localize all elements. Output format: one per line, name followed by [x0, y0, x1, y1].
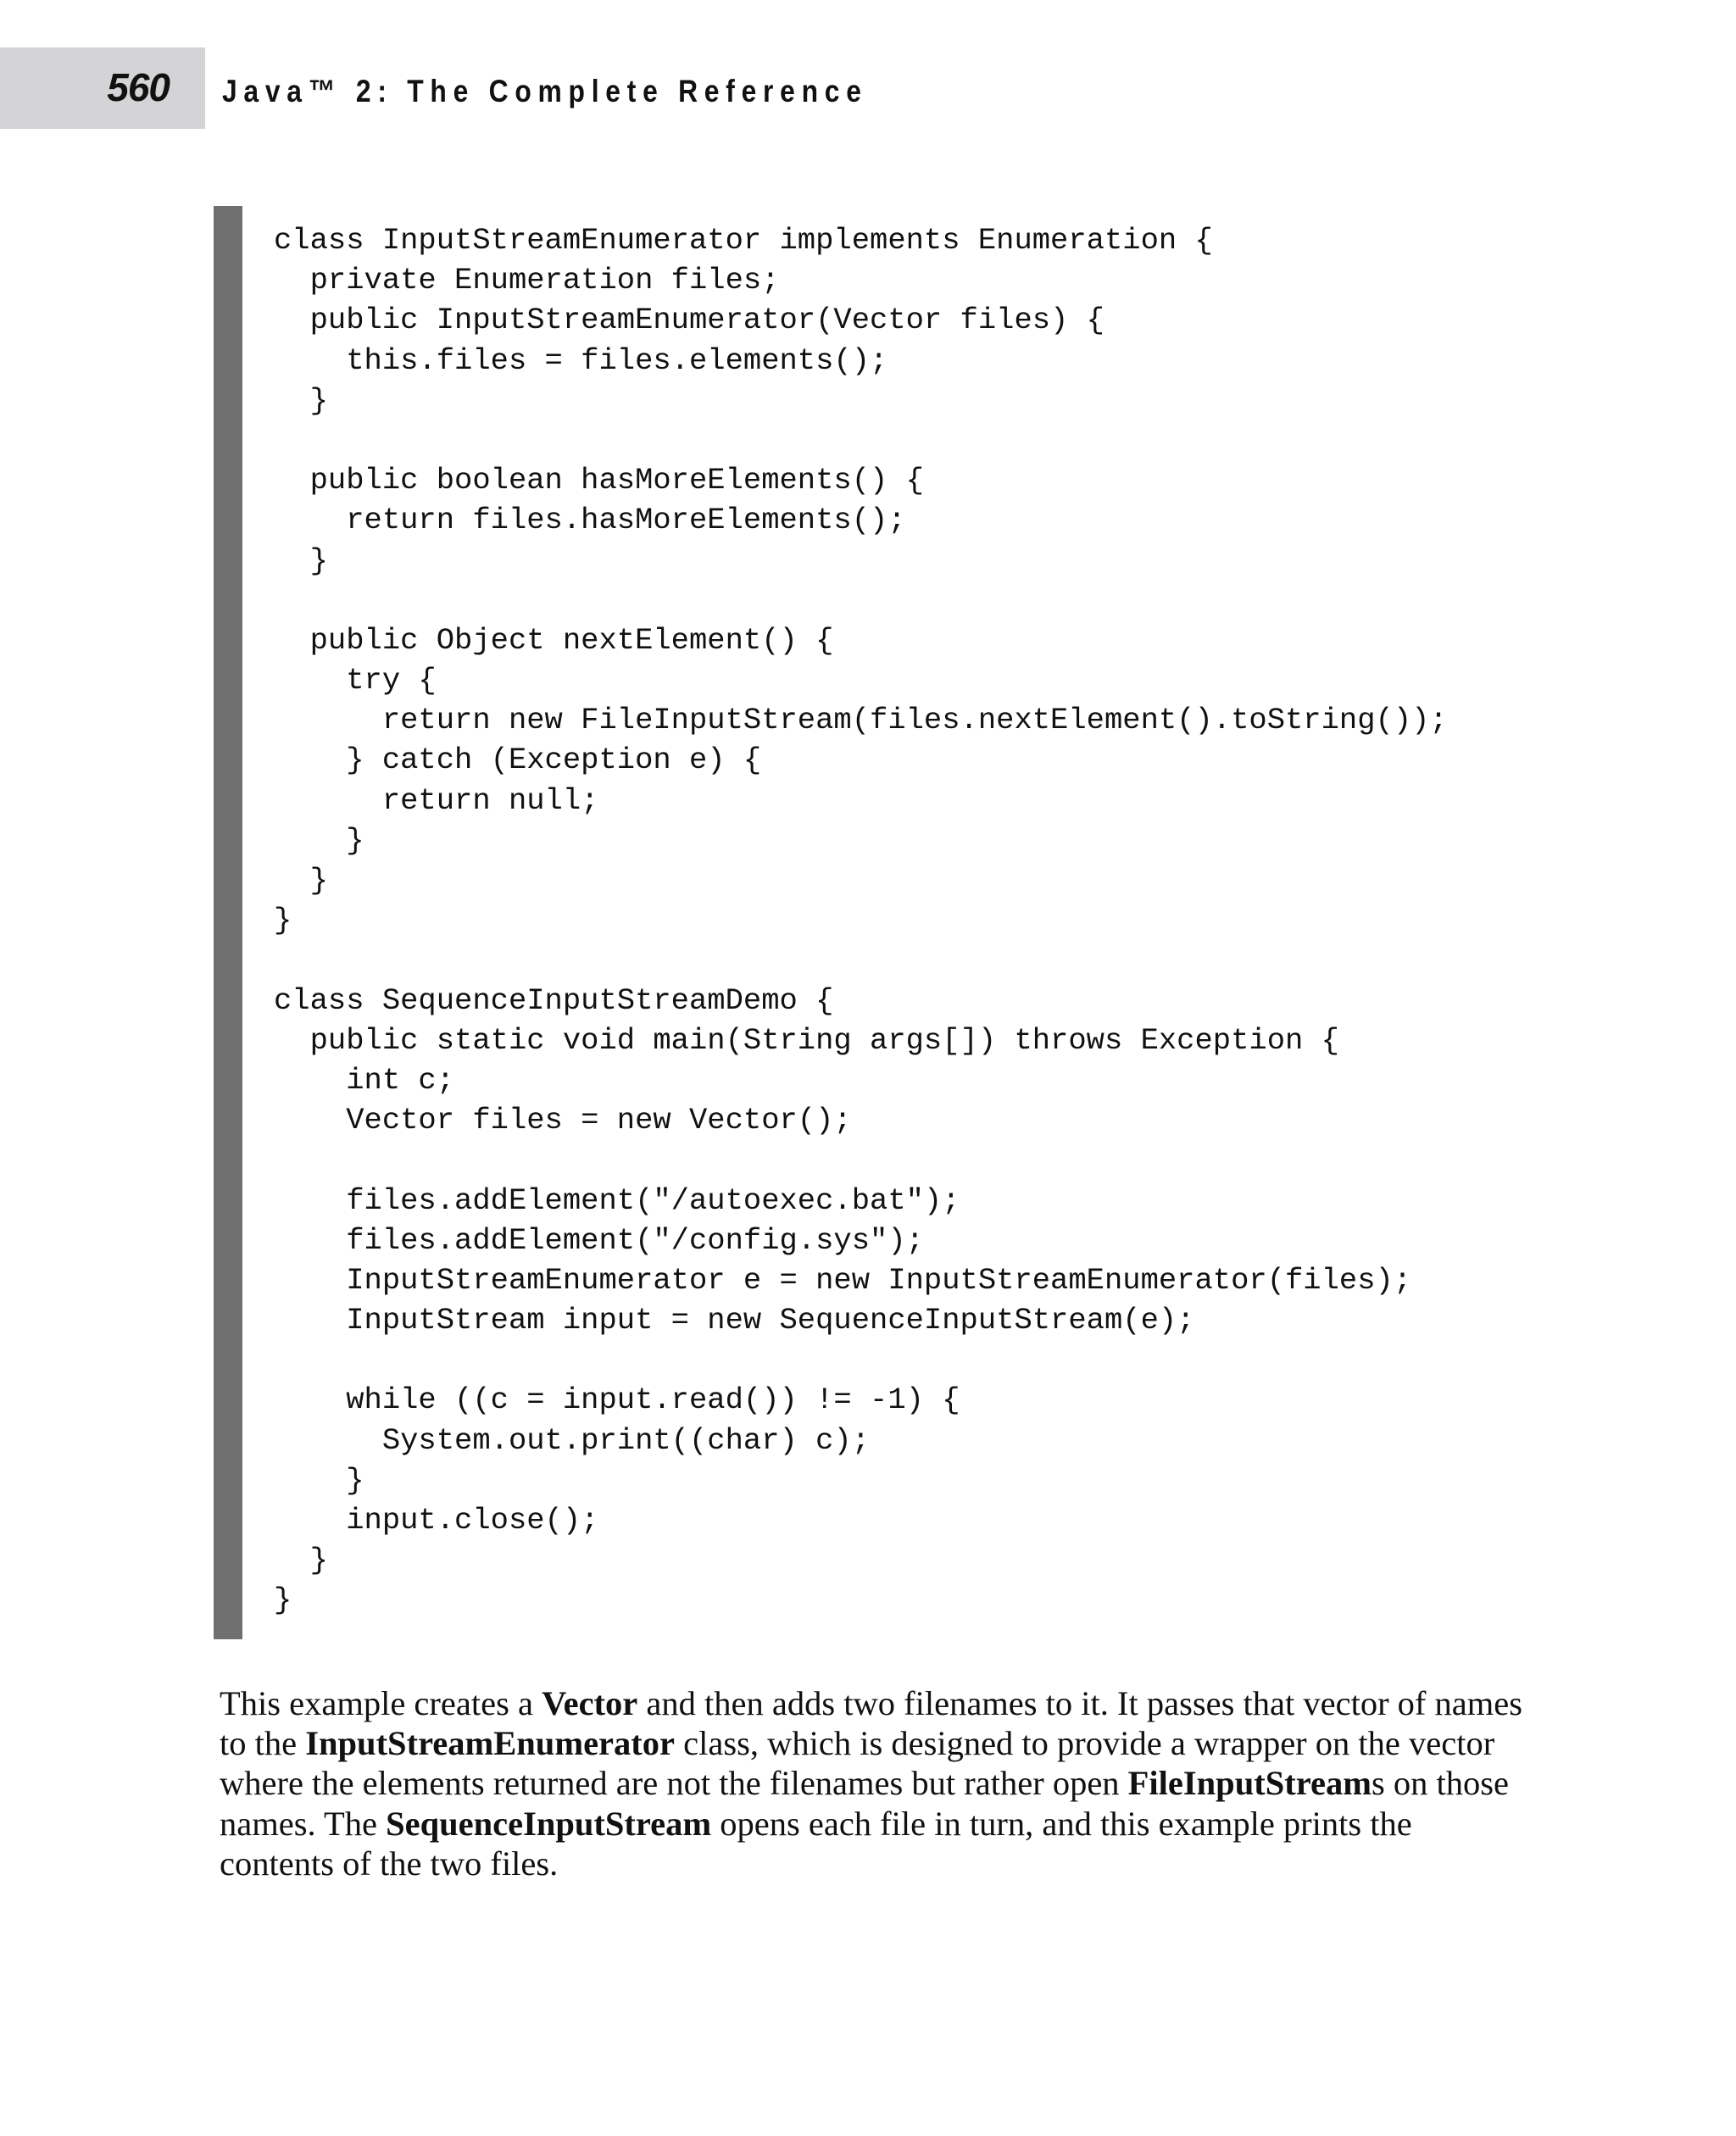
page-number-tab: [0, 47, 205, 129]
code-line: int c;: [274, 1062, 455, 1098]
paragraph-bold-term: SequenceInputStream: [386, 1804, 712, 1843]
code-line: Vector files = new Vector();: [274, 1103, 852, 1138]
paragraph-text: class, which is designed to provide a wrapper on the vector where the elements returned are not the filenames but rather open: [220, 1724, 1495, 1803]
page-number: 560: [107, 65, 170, 109]
paragraph-text: opens each file in turn, and this example prints the contents of the two files.: [220, 1804, 1412, 1883]
code-line: System.out.print((char) c);: [274, 1422, 871, 1458]
code-line: }: [274, 903, 292, 938]
paragraph-text: and then adds two filenames to it. It passes that vector of names to the: [220, 1684, 1523, 1763]
code-line: private Enumeration files;: [274, 263, 780, 298]
code-line: [274, 1140, 1448, 1180]
code-line: }: [274, 1462, 364, 1498]
paragraph-text: s on those names. The: [220, 1764, 1509, 1843]
code-lines: [274, 220, 1448, 1621]
code-line: try {: [274, 663, 437, 698]
code-line: return null;: [274, 782, 599, 818]
code-line: }: [274, 1543, 328, 1578]
code-line: InputStream input = new SequenceInputStream(e);: [274, 1303, 1195, 1338]
paragraph-bold-term: FileInputStream: [1127, 1764, 1372, 1803]
code-line: input.close();: [274, 1503, 599, 1538]
paragraph-bold-term: Vector: [542, 1684, 638, 1722]
code-line: files.addElement("/config.sys");: [274, 1222, 924, 1258]
code-line: return files.hasMoreElements();: [274, 503, 906, 538]
code-line: public boolean hasMoreElements() {: [274, 463, 924, 498]
code-line: public InputStreamEnumerator(Vector files) {: [274, 303, 1104, 338]
code-line: public Object nextElement() {: [274, 622, 834, 658]
code-line: while ((c = input.read()) != -1) {: [274, 1382, 960, 1418]
code-listing-bar: [214, 206, 242, 1639]
code-line: return new FileInputStream(files.nextElement().toString());: [274, 703, 1448, 738]
code-line: class SequenceInputStreamDemo {: [274, 982, 834, 1018]
code-line: this.files = files.elements();: [274, 342, 888, 378]
body-paragraph: [220, 1683, 1525, 1883]
paragraph-bold-term: InputStreamEnumerator: [305, 1724, 675, 1763]
code-line: [274, 1340, 1448, 1380]
code-line: } catch (Exception e) {: [274, 743, 762, 778]
code-line: [274, 940, 1448, 980]
code-line: }: [274, 382, 328, 418]
code-line: }: [274, 542, 328, 578]
running-header: Java™ 2: The Complete Reference: [222, 74, 868, 108]
code-line: public static void main(String args[]) throws Exception {: [274, 1022, 1339, 1058]
paragraph-text: This example creates a: [220, 1684, 542, 1722]
code-line: class InputStreamEnumerator implements Enumeration {: [274, 223, 1213, 258]
code-line: }: [274, 1583, 292, 1618]
code-listing: [214, 206, 1485, 1639]
code-line: InputStreamEnumerator e = new InputStreamEnumerator(files);: [274, 1262, 1412, 1298]
code-line: files.addElement("/autoexec.bat");: [274, 1182, 960, 1218]
code-line: }: [274, 863, 328, 898]
code-line: }: [274, 822, 364, 858]
code-line: [274, 420, 1448, 460]
code-line: [274, 581, 1448, 620]
